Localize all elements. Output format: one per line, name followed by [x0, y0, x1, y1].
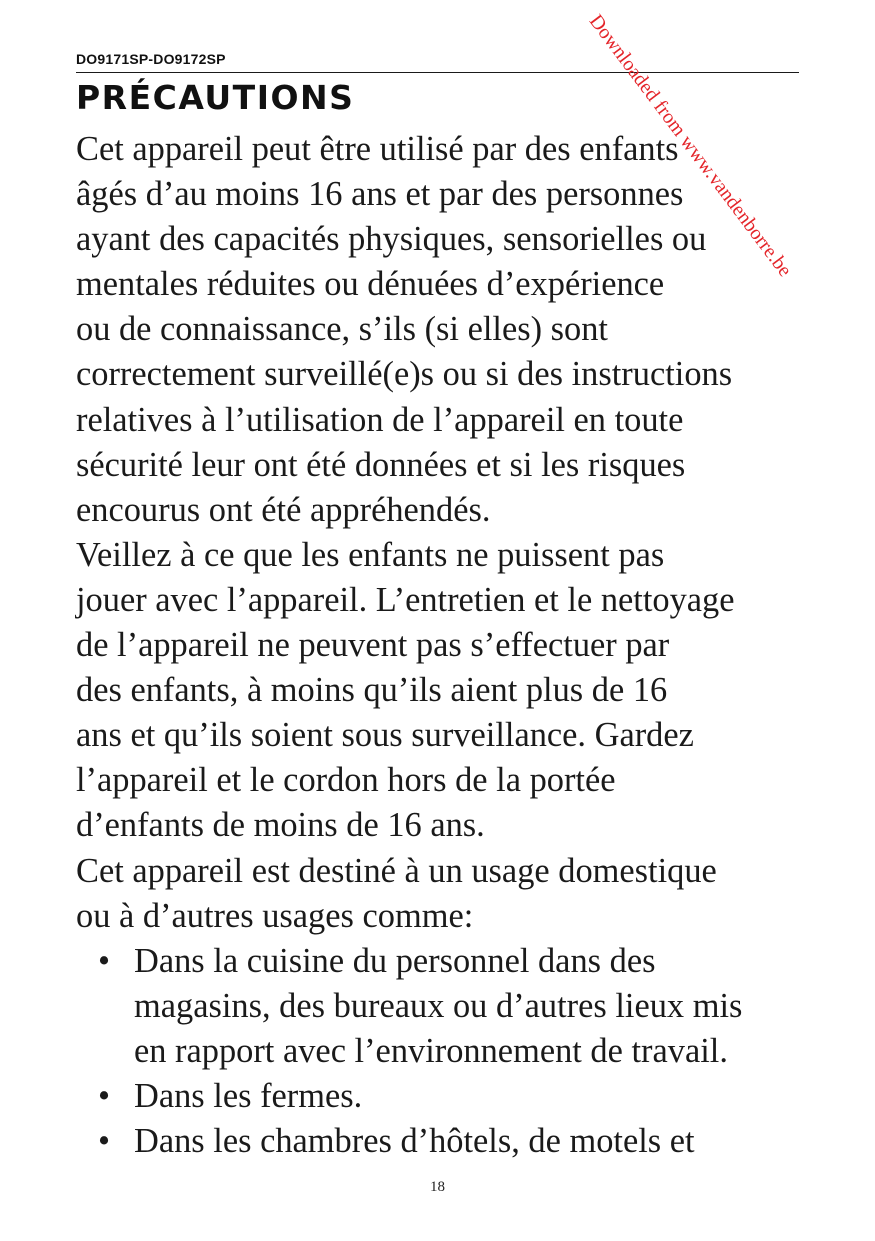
text-line: mentales réduites ou dénuées d’expérience [76, 265, 665, 304]
text-line: Dans la cuisine du personnel dans des [134, 941, 656, 980]
paragraph [76, 533, 816, 849]
text-line: encourus ont été appréhendés. [76, 490, 491, 529]
text-line: correctement surveillé(e)s ou si des instructions [76, 355, 733, 394]
text-line: sécurité leur ont été données et si les risques [76, 445, 686, 484]
text-line: jouer avec l’appareil. L’entretien et le nettoyage [76, 580, 735, 619]
page-number: 18 [430, 1179, 445, 1195]
text-line: l’appareil et le cordon hors de la portée [76, 761, 616, 800]
text-line: d’enfants de moins de 16 ans. [76, 806, 485, 845]
bullet-marker: • [98, 1122, 111, 1161]
text-line: Veillez à ce que les enfants ne puissent pas [76, 535, 665, 574]
bullet-list [76, 939, 816, 1164]
text-line: Dans les chambres d’hôtels, de motels et [134, 1122, 695, 1161]
header-divider [76, 72, 799, 73]
bullet-marker: • [98, 941, 111, 980]
bullet-marker: • [98, 1076, 111, 1115]
section-title: PRÉCAUTIONS [76, 78, 355, 117]
list-item [76, 939, 816, 1074]
paragraph [76, 849, 816, 939]
text-line: en rapport avec l’environnement de travail. [134, 1031, 728, 1070]
text-line: Dans les fermes. [134, 1076, 363, 1115]
paragraph [76, 127, 816, 533]
text-line: des enfants, à moins qu’ils aient plus de 16 [76, 671, 668, 710]
text-line: Cet appareil est destiné à un usage domestique [76, 851, 717, 890]
model-number-header: DO9171SP-DO9172SP [76, 51, 226, 67]
text-line: ou de connaissance, s’ils (si elles) sont [76, 310, 608, 349]
body-text [76, 127, 816, 1164]
text-line: ou à d’autres usages comme: [76, 896, 474, 935]
list-item [76, 1074, 816, 1119]
download-watermark: Downloaded from www.vandenborre.be [584, 10, 797, 281]
list-item [76, 1119, 816, 1164]
text-line: Cet appareil peut être utilisé par des enfants [76, 130, 679, 168]
text-line: de l’appareil ne peuvent pas s’effectuer par [76, 626, 670, 665]
text-line: relatives à l’utilisation de l’appareil en toute [76, 400, 684, 439]
text-line: magasins, des bureaux ou d’autres lieux mis [134, 986, 743, 1025]
text-line: âgés d’au moins 16 ans et par des personnes [76, 175, 684, 214]
text-line: ans et qu’ils soient sous surveillance. Gardez [76, 716, 694, 755]
text-line: ayant des capacités physiques, sensorielles ou [76, 220, 707, 259]
